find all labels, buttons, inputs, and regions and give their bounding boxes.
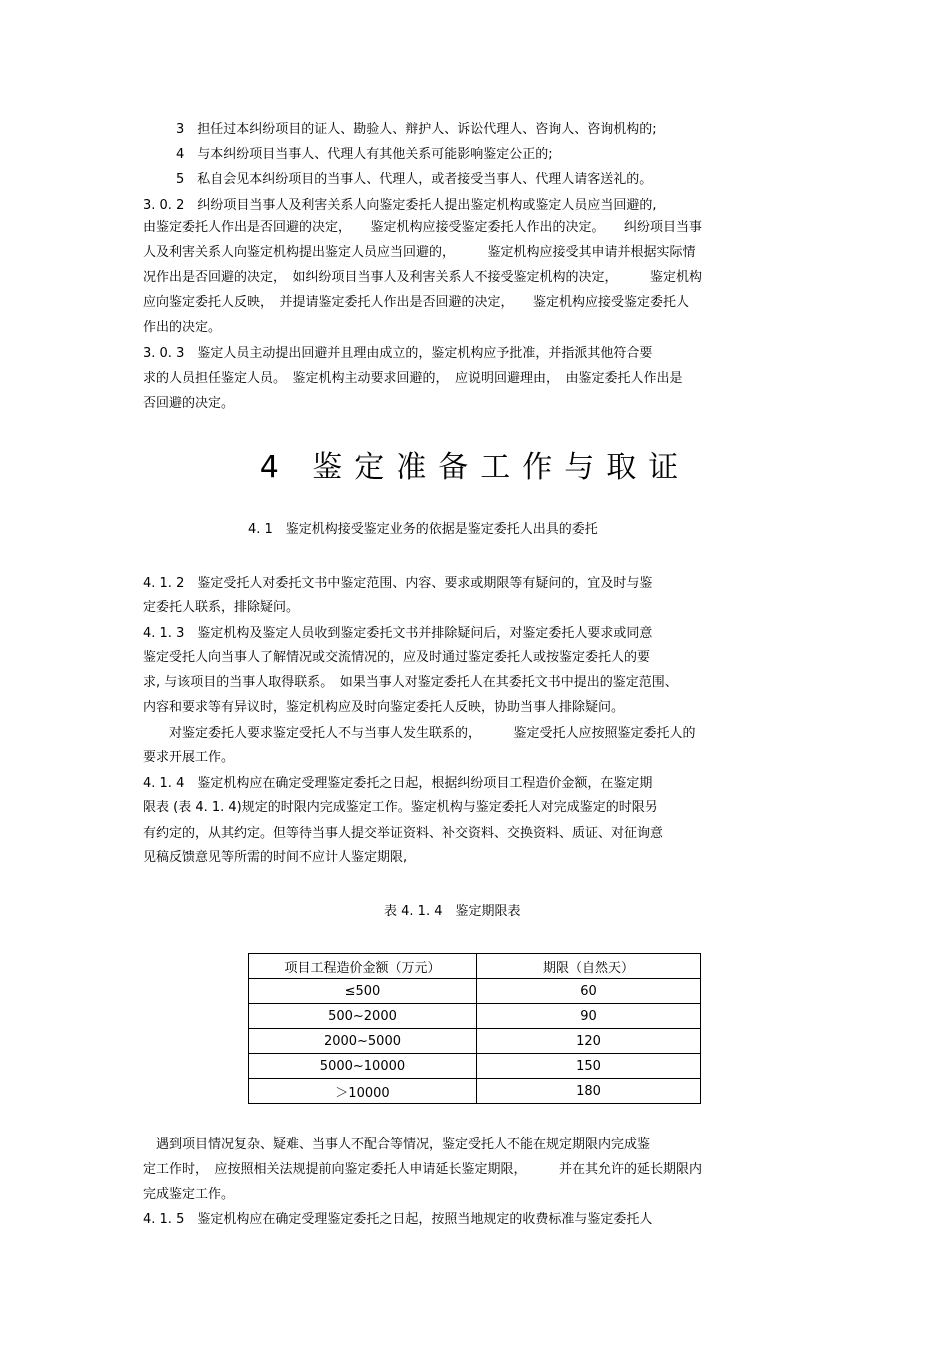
- paragraph-line: 限表 (表 4. 1. 4)规定的时限内完成鉴定工作。鉴定机构与鉴定委托人对完成鉴定的时限另: [143, 800, 658, 815]
- paragraph-line: 由鉴定委托人作出是否回避的决定， 鉴定机构应接受鉴定委托人作出的决定。 纠纷项目当事: [143, 220, 703, 235]
- paragraph-line: 完成鉴定工作。: [143, 1187, 235, 1202]
- paragraph-line: 鉴定受托人向当事人了解情况或交流情况的，应及时通过鉴定委托人或按鉴定委托人的要: [143, 650, 651, 665]
- paragraph-line: 4 与本纠纷项目当事人、代理人有其他关系可能影响鉴定公正的;: [176, 147, 553, 162]
- section-heading: 4. 1 鉴定机构接受鉴定业务的依据是鉴定委托人出具的委托: [248, 522, 598, 537]
- table-header-row: [249, 954, 701, 979]
- paragraph-line: 否回避的决定。: [143, 396, 235, 411]
- paragraph-line: 求, 与该项目的当事人取得联系。 如果当事人对鉴定委托人在其委托文书中提出的鉴定范围、: [143, 675, 678, 690]
- table-cell: 2000~5000: [249, 1029, 477, 1054]
- table-row: [249, 1004, 701, 1029]
- paragraph-line: 3. 0. 3 鉴定人员主动提出回避并且理由成立的，鉴定机构应予批准，并指派其他符合要: [143, 346, 653, 361]
- table-cell: 60: [476, 979, 700, 1004]
- paragraph-line: 遇到项目情况复杂、疑难、当事人不配合等情况，鉴定受托人不能在规定期限内完成鉴: [143, 1137, 651, 1152]
- table-row: [249, 1054, 701, 1079]
- paragraph-line: 求的人员担任鉴定人员。 鉴定机构主动要求回避的， 应说明回避理由， 由鉴定委托人作出是: [143, 371, 683, 386]
- table-cell: 90: [476, 1004, 700, 1029]
- table-cell: 500~2000: [249, 1004, 477, 1029]
- paragraph-line: 3. 0. 2 纠纷项目当事人及利害关系人向鉴定委托人提出鉴定机构或鉴定人员应当回避的,: [143, 198, 657, 213]
- paragraph-line: 4. 1. 5 鉴定机构应在确定受理鉴定委托之日起，按照当地规定的收费标准与鉴定委托人: [143, 1212, 653, 1227]
- paragraph-line: 内容和要求等有异议时，鉴定机构应及时向鉴定委托人反映，协助当事人排除疑问。: [143, 700, 625, 715]
- paragraph-line: 况作出是否回避的决定， 如纠纷项目当事人及利害关系人不接受鉴定机构的决定， 鉴定机构: [143, 270, 703, 285]
- table-row: [249, 1029, 701, 1054]
- paragraph-line: 对鉴定委托人要求鉴定受托人不与当事人发生联系的， 鉴定受托人应按照鉴定委托人的: [143, 726, 696, 741]
- table-row: [249, 979, 701, 1004]
- table-cell: ≤500: [249, 979, 477, 1004]
- table-row: [249, 1079, 701, 1104]
- paragraph-line: 要求开展工作。: [143, 750, 235, 765]
- paragraph-line: 见稿反馈意见等所需的时间不应计人鉴定期限,: [143, 850, 408, 865]
- table-cell: ＞10000: [249, 1079, 477, 1104]
- paragraph-line: 4. 1. 4 鉴定机构应在确定受理鉴定委托之日起，根据纠纷项目工程造价金额，在鉴定期: [143, 776, 653, 791]
- paragraph-line: 4. 1. 2 鉴定受托人对委托文书中鉴定范围、内容、要求或期限等有疑问的，宜及时与鉴: [143, 576, 653, 591]
- column-header: 期限（自然天）: [476, 954, 700, 979]
- paragraph-line: 5 私自会见本纠纷项目的当事人、代理人，或者接受当事人、代理人请客送礼的。: [176, 172, 653, 187]
- paragraph-line: 作出的决定。: [143, 320, 222, 335]
- paragraph-line: 有约定的，从其约定。但等待当事人提交举证资料、补交资料、交换资料、质证、对征询意: [143, 826, 664, 841]
- table-caption: 表 4. 1. 4 鉴定期限表: [384, 904, 521, 919]
- paragraph-line: 4. 1. 3 鉴定机构及鉴定人员收到鉴定委托文书并排除疑问后，对鉴定委托人要求或同意: [143, 626, 653, 641]
- table-cell: 120: [476, 1029, 700, 1054]
- chapter-title: 4 鉴定准备工作与取证: [259, 450, 691, 485]
- column-header: 项目工程造价金额（万元）: [249, 954, 477, 979]
- paragraph-line: 定工作时， 应按照相关法规提前向鉴定委托人申请延长鉴定期限， 并在其允许的延长期限内: [143, 1162, 703, 1177]
- paragraph-line: 3 担任过本纠纷项目的证人、勘验人、辩护人、诉讼代理人、咨询人、咨询机构的;: [176, 122, 657, 137]
- table-cell: 180: [476, 1079, 700, 1104]
- deadline-table: [248, 953, 701, 1104]
- paragraph-line: 人及利害关系人向鉴定机构提出鉴定人员应当回避的， 鉴定机构应接受其申请并根据实际情: [143, 245, 696, 260]
- table-cell: 150: [476, 1054, 700, 1079]
- table-cell: 5000~10000: [249, 1054, 477, 1079]
- paragraph-line: 应向鉴定委托人反映， 并提请鉴定委托人作出是否回避的决定， 鉴定机构应接受鉴定委托人: [143, 295, 690, 310]
- paragraph-line: 定委托人联系，排除疑问。: [143, 600, 300, 615]
